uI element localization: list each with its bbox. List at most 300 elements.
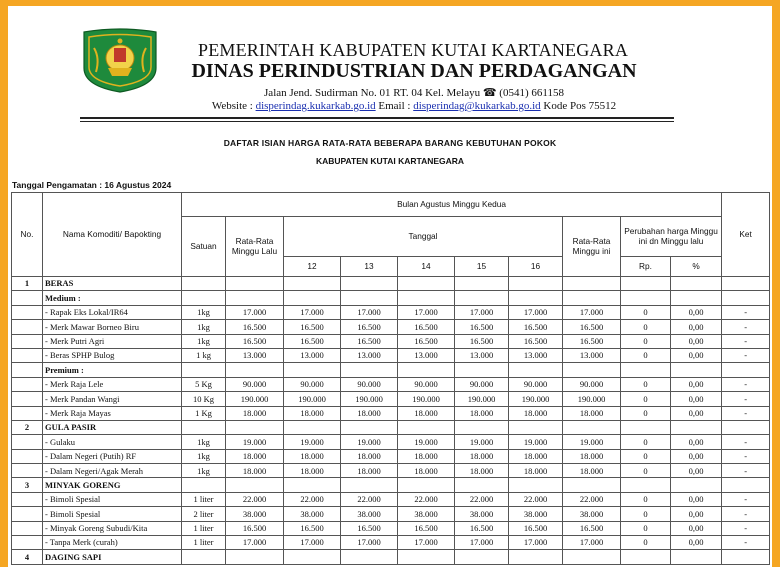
section-row (12, 420, 770, 434)
cell-pct: 0,00 (671, 521, 722, 535)
cell-d12: 13.000 (284, 348, 341, 362)
cell-pct: 0,00 (671, 334, 722, 348)
header-day: 14 (398, 257, 455, 277)
empty-cell (182, 550, 226, 564)
cell-avg: 17.000 (563, 305, 621, 319)
cell-unit: 1kg (182, 305, 226, 319)
empty-cell (398, 277, 455, 291)
cell-ket: - (722, 449, 770, 463)
cell-d15: 16.500 (455, 521, 509, 535)
cell-rp: 0 (621, 507, 671, 521)
cell-rp: 0 (621, 521, 671, 535)
empty-cell (182, 478, 226, 492)
empty-cell (621, 550, 671, 564)
cell-d12: 18.000 (284, 406, 341, 420)
header-rp: Rp. (621, 257, 671, 277)
header-unit: Satuan (182, 217, 226, 277)
section-name: BERAS (43, 277, 182, 291)
cell-d13: 190.000 (341, 392, 398, 406)
cell-last: 17.000 (226, 536, 284, 550)
header-no: No. (12, 193, 43, 277)
cell-d13: 16.500 (341, 334, 398, 348)
empty-cell (398, 363, 455, 377)
cell-d13: 19.000 (341, 435, 398, 449)
empty-cell (455, 420, 509, 434)
cell-rp: 0 (621, 320, 671, 334)
header-day: 13 (341, 257, 398, 277)
cell-d14: 16.500 (398, 320, 455, 334)
empty-cell (621, 420, 671, 434)
empty-cell (563, 277, 621, 291)
cell-last: 18.000 (226, 449, 284, 463)
commodity-name: - Rapak Eks Lokal/IR64 (43, 305, 182, 319)
cell-d16: 18.000 (509, 464, 563, 478)
cell-last: 19.000 (226, 435, 284, 449)
header-note: Ket (722, 193, 770, 277)
cell-d16: 190.000 (509, 392, 563, 406)
cell-d13: 18.000 (341, 449, 398, 463)
cell-rp: 0 (621, 492, 671, 506)
header-change: Perubahan harga Minggu ini dn Minggu lalu (621, 217, 722, 257)
empty-cell (226, 291, 284, 305)
commodity-name: - Dalam Negeri (Putih) RF (43, 449, 182, 463)
cell-d14: 16.500 (398, 521, 455, 535)
empty-cell (563, 478, 621, 492)
table-row (12, 492, 770, 506)
cell-d13: 16.500 (341, 320, 398, 334)
cell-pct: 0,00 (671, 536, 722, 550)
cell-d15: 18.000 (455, 449, 509, 463)
empty-cell (284, 363, 341, 377)
section-row (12, 277, 770, 291)
cell-d16: 38.000 (509, 507, 563, 521)
commodity-name: - Beras SPHP Bulog (43, 348, 182, 362)
empty-cell (621, 291, 671, 305)
cell-avg: 18.000 (563, 449, 621, 463)
row-no (12, 406, 43, 420)
row-no (12, 435, 43, 449)
group-row (12, 291, 770, 305)
cell-unit: 1 kg (182, 348, 226, 362)
header-day: 15 (455, 257, 509, 277)
cell-d13: 22.000 (341, 492, 398, 506)
commodity-name: - Merk Pandan Wangi (43, 392, 182, 406)
price-table-body (12, 277, 770, 565)
cell-d15: 18.000 (455, 406, 509, 420)
cell-avg: 22.000 (563, 492, 621, 506)
cell-avg: 16.500 (563, 521, 621, 535)
header-pct: % (671, 257, 722, 277)
empty-cell (563, 420, 621, 434)
document-page (8, 6, 772, 567)
cell-d16: 17.000 (509, 305, 563, 319)
letterhead (8, 6, 772, 118)
row-no: 1 (12, 277, 43, 291)
cell-last: 16.500 (226, 334, 284, 348)
cell-rp: 0 (621, 305, 671, 319)
cell-d16: 18.000 (509, 449, 563, 463)
cell-ket: - (722, 521, 770, 535)
cell-avg: 17.000 (563, 536, 621, 550)
cell-avg: 16.500 (563, 320, 621, 334)
commodity-name: - Bimoli Spesial (43, 507, 182, 521)
cell-last: 38.000 (226, 507, 284, 521)
empty-cell (509, 291, 563, 305)
cell-rp: 0 (621, 435, 671, 449)
cell-rp: 0 (621, 449, 671, 463)
cell-unit: 1kg (182, 334, 226, 348)
row-no (12, 320, 43, 334)
section-name: DAGING SAPI (43, 550, 182, 564)
cell-last: 90.000 (226, 377, 284, 391)
cell-unit: 1kg (182, 320, 226, 334)
cell-pct: 0,00 (671, 406, 722, 420)
section-row (12, 478, 770, 492)
row-no (12, 377, 43, 391)
cell-avg: 90.000 (563, 377, 621, 391)
cell-d12: 17.000 (284, 305, 341, 319)
cell-rp: 0 (621, 392, 671, 406)
empty-cell (341, 550, 398, 564)
empty-cell (398, 478, 455, 492)
empty-cell (341, 420, 398, 434)
cell-d12: 16.500 (284, 334, 341, 348)
empty-cell (621, 478, 671, 492)
cell-rp: 0 (621, 464, 671, 478)
cell-last: 18.000 (226, 464, 284, 478)
empty-cell (722, 550, 770, 564)
empty-cell (621, 277, 671, 291)
table-row (12, 334, 770, 348)
empty-cell (226, 420, 284, 434)
empty-cell (671, 550, 722, 564)
cell-ket: - (722, 320, 770, 334)
empty-cell (671, 291, 722, 305)
commodity-name: - Dalam Negeri/Agak Merah (43, 464, 182, 478)
empty-cell (226, 277, 284, 291)
empty-cell (398, 291, 455, 305)
cell-d16: 90.000 (509, 377, 563, 391)
cell-d13: 17.000 (341, 305, 398, 319)
row-no (12, 392, 43, 406)
observation-date: Tanggal Pengamatan : 16 Agustus 2024 (12, 180, 172, 190)
empty-cell (509, 420, 563, 434)
cell-last: 18.000 (226, 406, 284, 420)
cell-d14: 19.000 (398, 435, 455, 449)
cell-rp: 0 (621, 536, 671, 550)
cell-pct: 0,00 (671, 305, 722, 319)
table-row (12, 449, 770, 463)
cell-pct: 0,00 (671, 348, 722, 362)
cell-d12: 19.000 (284, 435, 341, 449)
cell-d14: 38.000 (398, 507, 455, 521)
empty-cell (341, 363, 398, 377)
cell-d16: 16.500 (509, 521, 563, 535)
empty-cell (671, 363, 722, 377)
cell-avg: 18.000 (563, 464, 621, 478)
cell-d16: 19.000 (509, 435, 563, 449)
empty-cell (671, 420, 722, 434)
table-row (12, 392, 770, 406)
cell-d15: 18.000 (455, 464, 509, 478)
cell-d16: 13.000 (509, 348, 563, 362)
cell-avg: 38.000 (563, 507, 621, 521)
cell-d16: 22.000 (509, 492, 563, 506)
commodity-name: - Tanpa Merk (curah) (43, 536, 182, 550)
cell-d16: 16.500 (509, 334, 563, 348)
section-name: MINYAK GORENG (43, 478, 182, 492)
contact-line (178, 100, 650, 112)
cell-d15: 17.000 (455, 536, 509, 550)
email-label: Email : (378, 100, 411, 112)
header-rule-thick (80, 117, 674, 119)
header-avg-last-week: Rata-Rata Minggu Lalu (226, 217, 284, 277)
report-title: DAFTAR ISIAN HARGA RATA-RATA BEBERAPA BARANG KEBUTUHAN POKOK (223, 138, 557, 148)
regency-emblem-icon (78, 28, 162, 94)
empty-cell (284, 277, 341, 291)
group-name: Premium : (43, 363, 182, 377)
table-row (12, 464, 770, 478)
cell-ket: - (722, 348, 770, 362)
cell-unit: 1kg (182, 449, 226, 463)
cell-pct: 0,00 (671, 435, 722, 449)
report-subtitle: KABUPATEN KUTAI KARTANEGARA (315, 156, 465, 166)
cell-rp: 0 (621, 377, 671, 391)
cell-unit: 1 liter (182, 521, 226, 535)
table-row (12, 406, 770, 420)
cell-d15: 19.000 (455, 435, 509, 449)
row-no (12, 363, 43, 377)
cell-d14: 17.000 (398, 305, 455, 319)
email-link[interactable]: disperindag@kukarkab.go.id (413, 100, 541, 112)
cell-avg: 18.000 (563, 406, 621, 420)
cell-d12: 18.000 (284, 464, 341, 478)
table-row (12, 435, 770, 449)
empty-cell (284, 291, 341, 305)
cell-last: 22.000 (226, 492, 284, 506)
cell-ket: - (722, 334, 770, 348)
empty-cell (509, 363, 563, 377)
cell-unit: 1kg (182, 464, 226, 478)
table-row (12, 536, 770, 550)
cell-ket: - (722, 492, 770, 506)
agency-address: Jalan Jend. Sudirman No. 01 RT. 04 Kel. Melayu ☎ (0541) 661158 (264, 87, 564, 99)
cell-avg: 190.000 (563, 392, 621, 406)
cell-ket: - (722, 464, 770, 478)
cell-unit: 1 Kg (182, 406, 226, 420)
cell-d15: 38.000 (455, 507, 509, 521)
empty-cell (226, 478, 284, 492)
cell-d12: 16.500 (284, 320, 341, 334)
cell-d12: 22.000 (284, 492, 341, 506)
header-day: 16 (509, 257, 563, 277)
row-no (12, 291, 43, 305)
empty-cell (284, 420, 341, 434)
cell-d14: 90.000 (398, 377, 455, 391)
commodity-name: - Merk Raja Lele (43, 377, 182, 391)
table-row (12, 507, 770, 521)
cell-d15: 22.000 (455, 492, 509, 506)
cell-last: 190.000 (226, 392, 284, 406)
cell-ket: - (722, 536, 770, 550)
cell-pct: 0,00 (671, 449, 722, 463)
website-link[interactable]: disperindag.kukarkab.go.id (255, 100, 376, 112)
empty-cell (563, 363, 621, 377)
commodity-name: - Merk Raja Mayas (43, 406, 182, 420)
commodity-name: - Bimoli Spesial (43, 492, 182, 506)
cell-pct: 0,00 (671, 320, 722, 334)
cell-d14: 13.000 (398, 348, 455, 362)
empty-cell (455, 478, 509, 492)
row-no (12, 449, 43, 463)
cell-d13: 18.000 (341, 464, 398, 478)
empty-cell (182, 277, 226, 291)
cell-avg: 13.000 (563, 348, 621, 362)
cell-ket: - (722, 305, 770, 319)
empty-cell (455, 363, 509, 377)
section-name: GULA PASIR (43, 420, 182, 434)
empty-cell (722, 363, 770, 377)
cell-d14: 18.000 (398, 406, 455, 420)
row-no (12, 492, 43, 506)
empty-cell (398, 550, 455, 564)
cell-d14: 22.000 (398, 492, 455, 506)
commodity-name: - Merk Putri Agri (43, 334, 182, 348)
empty-cell (509, 478, 563, 492)
cell-d12: 90.000 (284, 377, 341, 391)
cell-unit: 1 liter (182, 536, 226, 550)
cell-last: 17.000 (226, 305, 284, 319)
cell-d12: 16.500 (284, 521, 341, 535)
empty-cell (182, 420, 226, 434)
empty-cell (722, 420, 770, 434)
empty-cell (341, 277, 398, 291)
cell-d12: 17.000 (284, 536, 341, 550)
cell-last: 16.500 (226, 521, 284, 535)
empty-cell (509, 550, 563, 564)
row-no (12, 521, 43, 535)
price-table (11, 192, 770, 565)
agency-name: DINAS PERINDUSTRIAN DAN PERDAGANGAN (191, 60, 637, 82)
empty-cell (284, 478, 341, 492)
cell-d12: 38.000 (284, 507, 341, 521)
empty-cell (671, 277, 722, 291)
cell-unit: 5 Kg (182, 377, 226, 391)
cell-ket: - (722, 392, 770, 406)
cell-pct: 0,00 (671, 392, 722, 406)
cell-d15: 90.000 (455, 377, 509, 391)
cell-rp: 0 (621, 406, 671, 420)
empty-cell (284, 550, 341, 564)
cell-d12: 18.000 (284, 449, 341, 463)
cell-last: 16.500 (226, 320, 284, 334)
cell-rp: 0 (621, 334, 671, 348)
website-label: Website : (211, 100, 253, 112)
commodity-name: - Gulaku (43, 435, 182, 449)
empty-cell (455, 277, 509, 291)
cell-d14: 17.000 (398, 536, 455, 550)
row-no: 3 (12, 478, 43, 492)
cell-pct: 0,00 (671, 464, 722, 478)
cell-rp: 0 (621, 348, 671, 362)
row-no (12, 464, 43, 478)
cell-d13: 38.000 (341, 507, 398, 521)
table-row (12, 320, 770, 334)
cell-unit: 1 liter (182, 492, 226, 506)
row-no (12, 305, 43, 319)
table-row (12, 521, 770, 535)
cell-d13: 13.000 (341, 348, 398, 362)
cell-d16: 16.500 (509, 320, 563, 334)
government-name: PEMERINTAH KABUPATEN KUTAI KARTANEGARA (197, 40, 629, 60)
postcode: Kode Pos 75512 (543, 100, 617, 112)
table-row (12, 348, 770, 362)
empty-cell (341, 291, 398, 305)
cell-ket: - (722, 406, 770, 420)
cell-d15: 13.000 (455, 348, 509, 362)
row-no (12, 507, 43, 521)
table-row (12, 305, 770, 319)
commodity-name: - Minyak Goreng Subudi/Kita (43, 521, 182, 535)
cell-d13: 90.000 (341, 377, 398, 391)
empty-cell (621, 363, 671, 377)
empty-cell (341, 478, 398, 492)
row-no (12, 536, 43, 550)
cell-unit: 2 liter (182, 507, 226, 521)
cell-d14: 18.000 (398, 464, 455, 478)
empty-cell (722, 277, 770, 291)
cell-d16: 18.000 (509, 406, 563, 420)
cell-unit: 1kg (182, 435, 226, 449)
row-no (12, 334, 43, 348)
header-day: 12 (284, 257, 341, 277)
cell-d15: 16.500 (455, 320, 509, 334)
cell-unit: 10 Kg (182, 392, 226, 406)
empty-cell (563, 550, 621, 564)
cell-d14: 18.000 (398, 449, 455, 463)
empty-cell (455, 550, 509, 564)
cell-ket: - (722, 507, 770, 521)
section-row (12, 550, 770, 564)
header-avg-this-week: Rata-Rata Minggu ini (563, 217, 621, 277)
empty-cell (509, 277, 563, 291)
commodity-name: - Merk Mawar Borneo Biru (43, 320, 182, 334)
empty-cell (226, 363, 284, 377)
header-rule-thin (80, 121, 674, 122)
cell-d15: 16.500 (455, 334, 509, 348)
cell-pct: 0,00 (671, 377, 722, 391)
cell-ket: - (722, 435, 770, 449)
row-no: 4 (12, 550, 43, 564)
cell-d13: 16.500 (341, 521, 398, 535)
cell-last: 13.000 (226, 348, 284, 362)
cell-d12: 190.000 (284, 392, 341, 406)
row-no: 2 (12, 420, 43, 434)
cell-avg: 19.000 (563, 435, 621, 449)
empty-cell (563, 291, 621, 305)
table-row (12, 377, 770, 391)
empty-cell (671, 478, 722, 492)
empty-cell (226, 550, 284, 564)
cell-d14: 190.000 (398, 392, 455, 406)
empty-cell (722, 291, 770, 305)
cell-d15: 190.000 (455, 392, 509, 406)
group-name: Medium : (43, 291, 182, 305)
cell-d13: 17.000 (341, 536, 398, 550)
empty-cell (722, 478, 770, 492)
cell-d14: 16.500 (398, 334, 455, 348)
empty-cell (182, 291, 226, 305)
